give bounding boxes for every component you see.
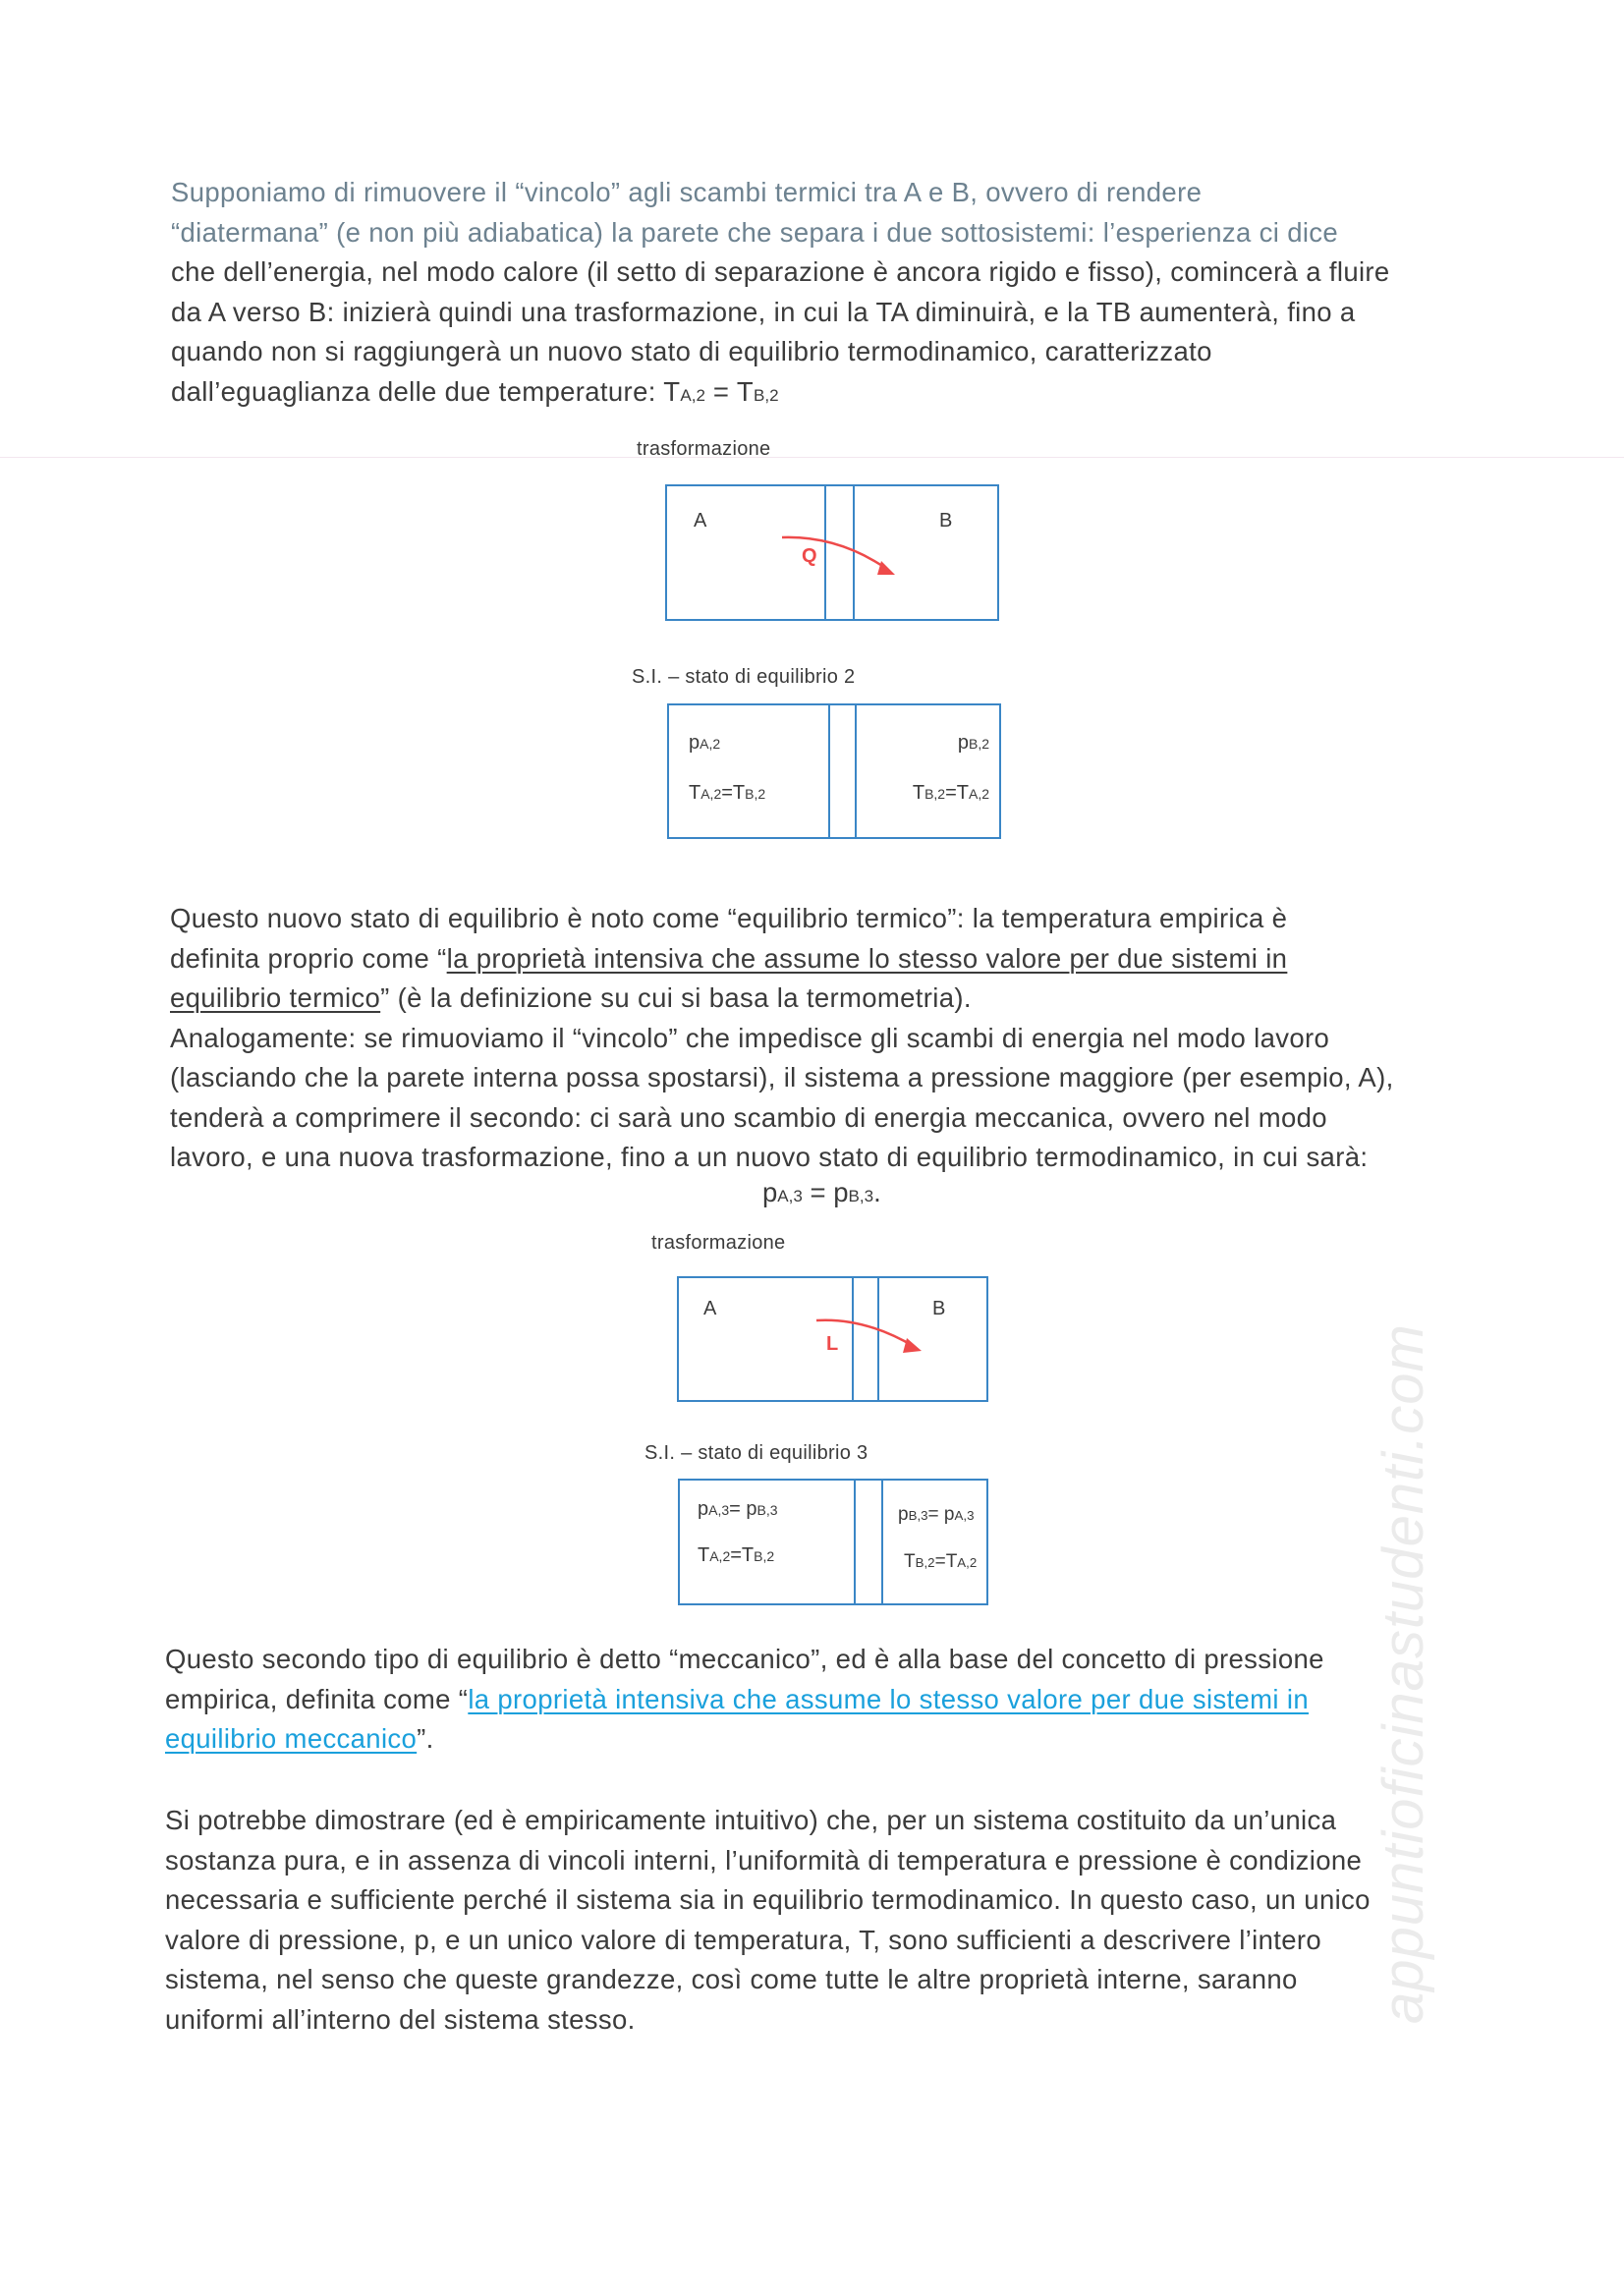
text-line: sostanza pura, e in assenza di vincoli interni, l’uniformità di temperatura e pressione è condizione <box>165 1844 1363 1876</box>
watermark-text: appuntioficinastudenti.com <box>1372 1323 1435 2024</box>
text-fragment: definita proprio come “ <box>170 942 447 974</box>
temperature-equality-right: TB,2=TA,2 <box>912 782 989 804</box>
temperature-equality-right: TB,2=TA,2 <box>904 1551 978 1572</box>
text-line <box>165 1719 1521 1760</box>
pressure-equality-right: pB,3= pA,3 <box>898 1504 975 1525</box>
definition-underlined: equilibrio termico <box>170 982 381 1013</box>
diagram-caption: trasformazione <box>651 1232 786 1254</box>
work-label: L <box>826 1333 839 1355</box>
diagram-work-transfer <box>677 1276 988 1402</box>
text-fragment: ”. <box>417 1723 434 1754</box>
definition-underlined: la proprietà intensiva che assume lo stesso valore per due sistemi in <box>446 942 1288 974</box>
heat-label: Q <box>802 545 817 567</box>
text-fragment: ” (è la definizione su cui si basa la termometria). <box>380 982 972 1013</box>
subscript: A,2 <box>680 385 705 405</box>
text-line: uniformi all’interno del sistema stesso. <box>165 2003 636 2035</box>
paragraph-uniformity <box>165 1801 1521 2040</box>
diagram-heat-transfer <box>665 484 999 621</box>
text-line: Supponiamo di rimuovere il “vincolo” agli scambi termici tra A e B, ovvero di rendere <box>171 177 1203 207</box>
diagram-equilibrium-2 <box>667 703 1001 839</box>
text-fragment: empirica, definita come “ <box>165 1683 469 1714</box>
heat-flow-arrow-icon <box>667 486 1001 623</box>
subsystem-label-b: B <box>939 510 953 532</box>
partition-wall <box>828 703 857 839</box>
definition-link[interactable]: la proprietà intensiva che assume lo stesso valore per due sistemi in <box>468 1683 1309 1714</box>
text-line: sistema, nel senso che queste grandezze, così come tutte le altre proprietà interne, saranno <box>165 1964 1298 1994</box>
pressure-a2: pA,2 <box>689 732 721 754</box>
definition-link[interactable]: equilibrio meccanico <box>165 1723 418 1754</box>
paragraph-thermal-exchange <box>171 173 1527 416</box>
operator: = <box>704 375 737 407</box>
paragraph-mechanical-equilibrium <box>165 1640 1521 1760</box>
subsystem-label-a: A <box>703 1298 717 1319</box>
subsystem-label-a: A <box>694 510 707 532</box>
text-line: lavoro, e una nuova trasformazione, fino a un nuovo stato di equilibrio termodinamico, in cui sarà: <box>170 1142 1369 1172</box>
text-line: Questo nuovo stato di equilibrio è noto come “equilibrio termico”: la temperatura empirica è <box>170 903 1288 933</box>
partition-wall <box>854 1479 883 1605</box>
text-line: Questo secondo tipo di equilibrio è detto “meccanico”, ed è alla base del concetto di pressione <box>165 1644 1324 1674</box>
diagram-caption: S.I. – stato di equilibrio 2 <box>632 666 856 688</box>
text-line <box>170 979 1526 1019</box>
scan-artifact-line <box>0 457 1624 458</box>
text-line: “diatermana” (e non più adiabatica) la parete che separa i due sottosistemi: l’esperienza ci dice <box>171 216 1339 248</box>
text-line: quando non si raggiungerà un nuovo stato di equilibrio termodinamico, caratterizzato <box>171 336 1212 366</box>
diagram-equilibrium-3 <box>678 1479 988 1605</box>
symbol: T <box>663 375 681 407</box>
pressure-equality-left: pA,3= pB,3 <box>698 1498 778 1520</box>
text-fragment: dall’eguaglianza delle due temperature: <box>171 375 664 407</box>
diagram-caption: S.I. – stato di equilibrio 3 <box>644 1442 868 1464</box>
subsystem-label-b: B <box>932 1298 946 1319</box>
diagram-caption: trasformazione <box>637 438 771 460</box>
text-line: Analogamente: se rimuoviamo il “vincolo” che impedisce gli scambi di energia nel modo lavoro <box>170 1022 1330 1053</box>
text-line <box>170 939 1526 980</box>
text-line: che dell’energia, nel modo calore (il setto di separazione è ancora rigido e fisso), comincerà a fluire <box>171 256 1390 287</box>
pressure-b2: pB,2 <box>957 732 989 754</box>
text-line <box>171 372 1527 417</box>
text-line: valore di pressione, p, e un unico valore di temperatura, T, sono sufficienti a descrivere l’intero <box>165 1924 1322 1955</box>
subscript: B,2 <box>754 385 779 405</box>
symbol: T <box>736 375 754 407</box>
equation-pressure-equality: pA,3 = pB,3. <box>762 1177 881 1207</box>
equation-temperature-equality <box>663 376 778 407</box>
temperature-equality-left: TA,2=TB,2 <box>689 782 766 804</box>
text-line: Si potrebbe dimostrare (ed è empiricamente intuitivo) che, per un sistema costituito da un’unica <box>165 1805 1337 1835</box>
text-line <box>165 1680 1521 1720</box>
paragraph-thermal-equilibrium <box>170 899 1526 1178</box>
temperature-equality-left: TA,2=TB,2 <box>698 1544 775 1566</box>
text-line: tenderà a comprimere il secondo: ci sarà uno scambio di energia meccanica, ovvero nel modo <box>170 1101 1327 1133</box>
text-line: necessaria e sufficiente perché il sistema sia in equilibrio termodinamico. In questo caso, un unico <box>165 1884 1371 1915</box>
text-line: da A verso B: inizierà quindi una trasformazione, in cui la TA diminuirà, e la TB aumenterà, fino a <box>171 296 1356 327</box>
text-line: (lasciando che la parete interna possa spostarsi), il sistema a pressione maggiore (per esempio, A), <box>170 1062 1394 1092</box>
